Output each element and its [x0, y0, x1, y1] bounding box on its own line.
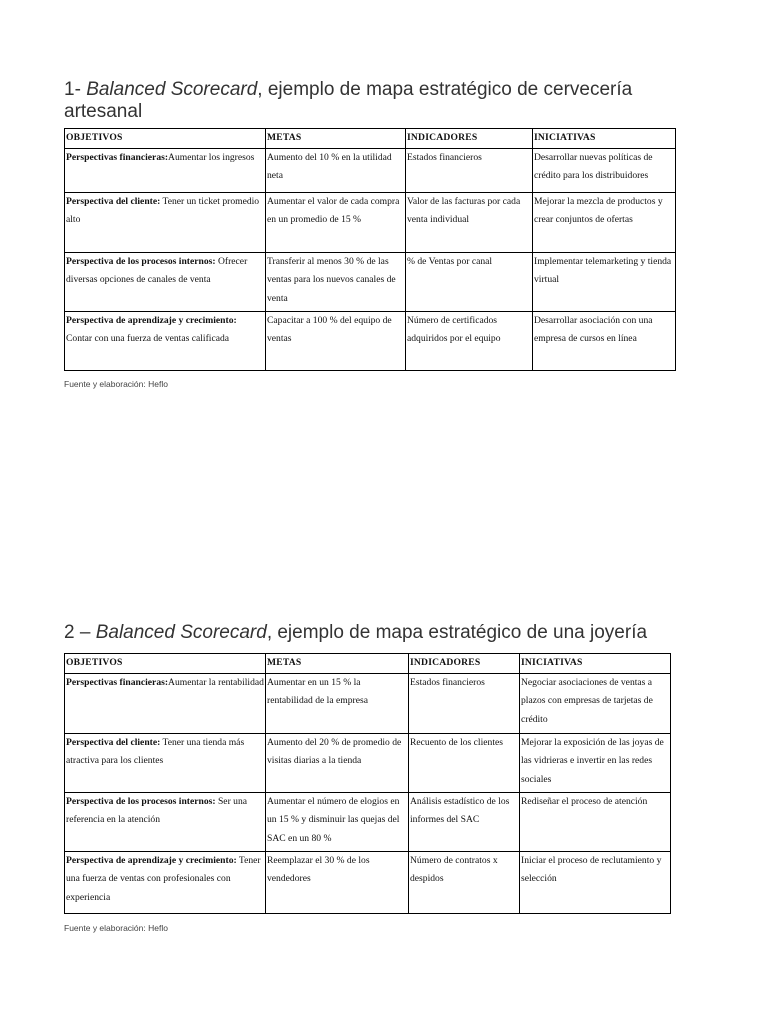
header-indicadores: INDICADORES	[406, 129, 533, 149]
indicator-cell: Recuento de los clientes	[409, 733, 520, 792]
initiative-cell: Iniciar el proceso de reclutamiento y selección	[520, 851, 671, 913]
objective-text: Tener un ticket promedio alto	[66, 195, 260, 225]
indicator-cell: Análisis estadístico de los informes del SAC	[409, 792, 520, 851]
objective-text: Aumentar los ingresos	[168, 151, 255, 163]
indicator-cell: Estados financieros	[406, 148, 533, 192]
perspective-label: Perspectiva de los procesos internos:	[66, 255, 216, 267]
objective-cell	[65, 311, 266, 370]
goal-cell: Aumentar el número de elogios en un 15 % y disminuir las quejas del SAC en un 80 %	[266, 792, 409, 851]
source-caption: Fuente y elaboración: Heflo	[64, 378, 168, 389]
objective-text: Ser una referencia en la atención	[66, 795, 248, 825]
perspective-label: Perspectiva del cliente:	[66, 736, 161, 748]
table-row	[65, 192, 676, 252]
title-prefix: 2 –	[64, 622, 96, 643]
section-title	[64, 79, 664, 123]
table-row	[65, 148, 676, 192]
initiative-cell: Mejorar la exposición de las joyas de las vidrieras e invertir en las redes sociales	[520, 733, 671, 792]
title-emphasis: Balanced Scorecard	[86, 79, 258, 100]
table-header-row	[65, 654, 671, 674]
objective-cell	[65, 851, 266, 913]
initiative-cell: Desarrollar asociación con una empresa de cursos en línea	[533, 311, 676, 370]
title-rest: , ejemplo de mapa estratégico de cervecería artesanal	[64, 79, 633, 122]
goal-cell: Transferir al menos 30 % de las ventas para los nuevos canales de venta	[266, 252, 406, 311]
scorecard-table	[64, 128, 676, 371]
objective-cell	[65, 252, 266, 311]
header-indicadores: INDICADORES	[409, 654, 520, 674]
indicator-cell: % de Ventas por canal	[406, 252, 533, 311]
objective-text: Ofrecer diversas opciones de canales de venta	[66, 255, 248, 285]
table-header-row	[65, 129, 676, 149]
table-row	[65, 252, 676, 311]
goal-cell: Aumentar en un 15 % la rentabilidad de la empresa	[266, 673, 409, 733]
header-objetivos: OBJETIVOS	[65, 654, 266, 674]
objective-text: Aumentar la rentabilidad	[168, 676, 264, 688]
goal-cell: Aumento del 10 % en la utilidad neta	[266, 148, 406, 192]
initiative-cell: Desarrollar nuevas políticas de crédito para los distribuidores	[533, 148, 676, 192]
indicator-cell: Valor de las facturas por cada venta individual	[406, 192, 533, 252]
header-iniciativas: INICIATIVAS	[533, 129, 676, 149]
initiative-cell: Mejorar la mezcla de productos y crear conjuntos de ofertas	[533, 192, 676, 252]
table-row	[65, 673, 671, 733]
goal-cell: Aumentar el valor de cada compra en un promedio de 15 %	[266, 192, 406, 252]
table-row	[65, 792, 671, 851]
objective-cell	[65, 192, 266, 252]
section-title	[64, 622, 676, 644]
title-prefix: 1-	[64, 79, 87, 100]
header-metas: METAS	[266, 654, 409, 674]
header-iniciativas: INICIATIVAS	[520, 654, 671, 674]
perspective-label: Perspectiva del cliente:	[66, 195, 161, 207]
objective-text: Contar con una fuerza de ventas calificada	[66, 333, 230, 344]
initiative-cell: Negociar asociaciones de ventas a plazos con empresas de tarjetas de crédito	[520, 673, 671, 733]
objective-cell	[65, 673, 266, 733]
initiative-cell: Implementar telemarketing y tienda virtual	[533, 252, 676, 311]
indicator-cell: Estados financieros	[409, 673, 520, 733]
title-emphasis: Balanced Scorecard	[95, 622, 267, 643]
perspective-label: Perspectivas financieras:	[66, 676, 169, 688]
objective-text: Tener una tienda más atractiva para los clientes	[66, 736, 245, 766]
table-row	[65, 851, 671, 913]
objective-cell	[65, 733, 266, 792]
objective-text: Tener una fuerza de ventas con profesionales con experiencia	[66, 854, 261, 903]
perspective-label: Perspectiva de los procesos internos:	[66, 795, 216, 807]
goal-cell: Aumento del 20 % de promedio de visitas diarias a la tienda	[266, 733, 409, 792]
goal-cell: Capacitar a 100 % del equipo de ventas	[266, 311, 406, 370]
scorecard-table	[64, 653, 671, 914]
goal-cell: Reemplazar el 30 % de los vendedores	[266, 851, 409, 913]
indicator-cell: Número de contratos x despidos	[409, 851, 520, 913]
initiative-cell: Rediseñar el proceso de atención	[520, 792, 671, 851]
perspective-label: Perspectiva de aprendizaje y crecimiento:	[66, 314, 237, 326]
objective-cell	[65, 148, 266, 192]
scorecard-section-1	[64, 79, 676, 389]
header-objetivos: OBJETIVOS	[65, 129, 266, 149]
table-row	[65, 311, 676, 370]
perspective-label: Perspectivas financieras:	[66, 151, 169, 163]
table-row	[65, 733, 671, 792]
source-caption: Fuente y elaboración: Heflo	[64, 922, 168, 933]
objective-cell	[65, 792, 266, 851]
scorecard-section-2	[64, 622, 676, 933]
header-metas: METAS	[266, 129, 406, 149]
indicator-cell: Número de certificados adquiridos por el equipo	[406, 311, 533, 370]
title-rest: , ejemplo de mapa estratégico de una joyería	[266, 622, 648, 643]
perspective-label: Perspectiva de aprendizaje y crecimiento:	[66, 854, 237, 866]
